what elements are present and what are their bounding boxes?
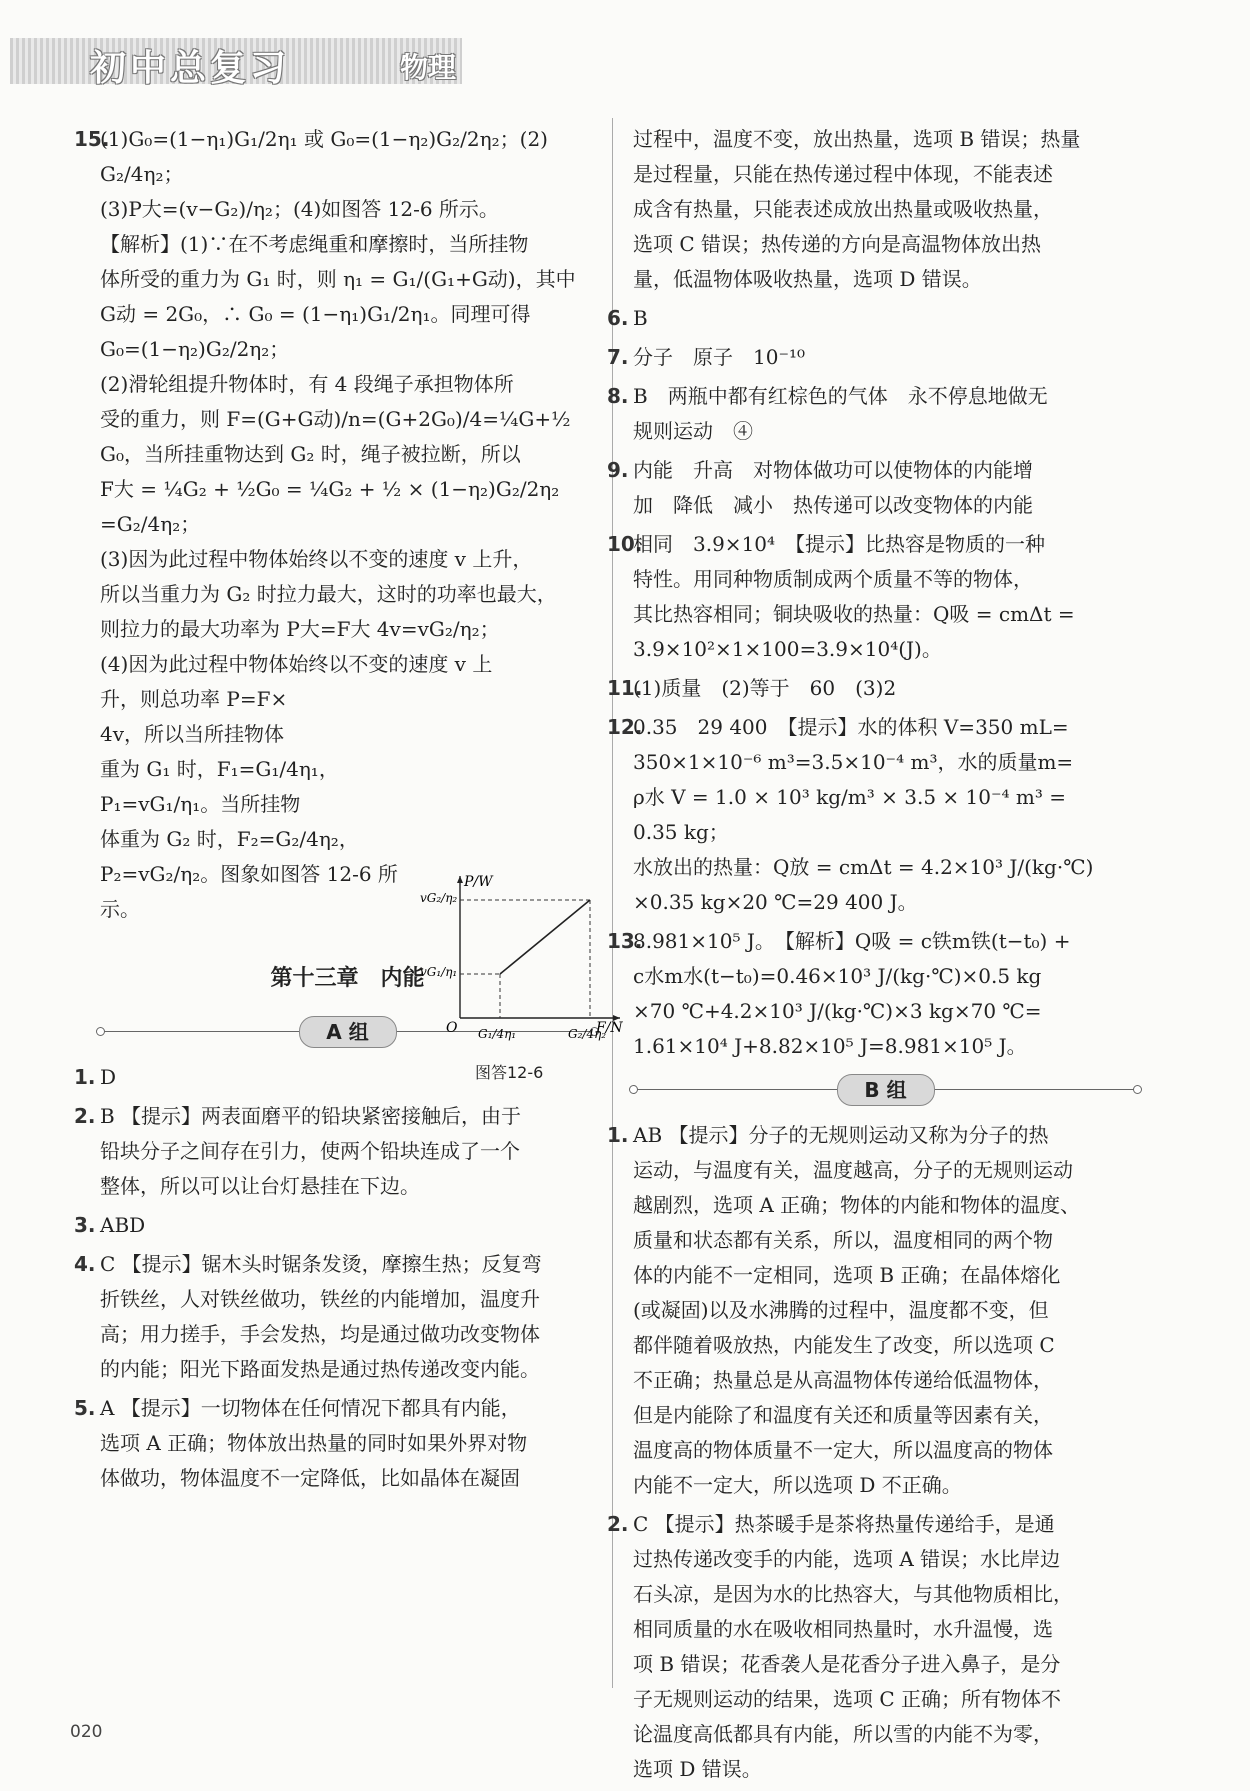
answer-line: [633, 994, 1138, 1029]
answer-text: (1)G₀=(1−η₁)G₁/2η₁ 或 G₀=(1−η₂)G₂/2η₂；(2) G₂/4η₂；: [100, 127, 548, 186]
answer-text: (或凝固)以及水沸腾的过程中，温度都不变，但: [633, 1298, 1049, 1322]
answer-line: [633, 262, 1138, 297]
answer-line: [100, 1169, 595, 1204]
answer-line: [633, 1647, 1138, 1682]
answer-text: C 【提示】热茶暖手是茶将热量传递给手，是通: [633, 1512, 1055, 1536]
answer-text: G₀=(1−η₂)G₂/2η₂；: [100, 337, 290, 361]
answer-line: [100, 1461, 595, 1496]
answer-item: [74, 1247, 595, 1387]
page-number: 020: [70, 1722, 103, 1742]
answer-line: [633, 1682, 1138, 1717]
answer-line: [100, 717, 420, 752]
question-number: 10.: [607, 532, 643, 556]
answer-item: [607, 710, 1138, 920]
answer-text: 内能不一定大，所以选项 D 不正确。: [633, 1473, 962, 1497]
answer-text: 重为 G₁ 时，F₁=G₁/4η₁，: [100, 757, 339, 781]
answer-line: [633, 414, 1138, 449]
answer-text: G动 = 2G₀，∴ G₀ = (1−η₁)G₁/2η₁。同理可得: [100, 302, 531, 326]
answer-line: [100, 612, 595, 647]
answer-text: 特性。用同种物质制成两个质量不等的物体，: [633, 567, 1033, 591]
question-number: 4.: [74, 1252, 96, 1276]
answer-text: c水m水(t−t₀)=0.46×10³ J/(kg·℃)×0.5 kg: [633, 964, 1042, 988]
answer-line: [633, 1293, 1138, 1328]
answer-text: D: [100, 1065, 117, 1089]
figure-caption: 图答12-6: [475, 1063, 544, 1082]
answer-text: (3)P大=(v−G₂)/η₂；(4)如图答 12-6 所示。: [100, 197, 499, 221]
answer-text: 其比热容相同；铜块吸收的热量：Q吸 = cmΔt =: [633, 602, 1075, 626]
answer-text: 0.35 kg；: [633, 820, 729, 844]
answer-line: [633, 1433, 1138, 1468]
answer-item: [607, 340, 1138, 375]
answer-text: 石头凉，是因为水的比热容大，与其他物质相比，: [633, 1582, 1073, 1606]
question-number: 1.: [607, 1123, 629, 1147]
answer-line: [607, 527, 1138, 562]
question-number: 8.: [607, 384, 629, 408]
answer-line: [100, 682, 420, 717]
answer-text: 成含有热量，只能表述成放出热量或吸收热量，: [633, 197, 1053, 221]
answer-text: 分子 原子 10⁻¹⁰: [633, 345, 806, 369]
answer-text: 体做功，物体温度不一定降低，比如晶体在凝固: [100, 1466, 520, 1490]
group-label: B 组: [837, 1074, 935, 1106]
answer-line: [633, 745, 1138, 780]
x-tick-f1: G₁/4η₁: [478, 1027, 517, 1041]
y-tick-p2: vG₂/η₂: [420, 891, 458, 905]
answer-text: 铅块分子之间存在引力，使两个铅块连成了一个: [100, 1139, 520, 1163]
answer-item: [607, 527, 1138, 667]
answer-text: (2)滑轮组提升物体时，有 4 段绳子承担物体所: [100, 372, 514, 396]
answer-text: 越剧烈，选项 A 正确；物体的内能和物体的温度、: [633, 1193, 1081, 1217]
left-column: [74, 122, 595, 1500]
origin-label: O: [446, 1020, 458, 1036]
answer-line: [100, 822, 420, 857]
question-number: 9.: [607, 458, 629, 482]
x-tick-f2: G₂/4η₂: [568, 1027, 607, 1041]
answer-line: [633, 1153, 1138, 1188]
answer-item: [74, 122, 595, 927]
answer-text: B 【提示】两表面磨平的铅块紧密接触后，由于: [100, 1104, 522, 1128]
answer-text: ×70 ℃+4.2×10³ J/(kg·℃)×3 kg×70 ℃=: [633, 999, 1042, 1023]
answer-text: 相同质量的水在吸收相同热量时，水升温慢，选: [633, 1617, 1053, 1641]
answer-text: ρ水 V = 1.0 × 10³ kg/m³ × 3.5 × 10⁻⁴ m³ =: [633, 785, 1067, 809]
answer-line: [607, 379, 1138, 414]
answer-text: 则拉力的最大功率为 P大=F大 4v=vG₂/η₂；: [100, 617, 500, 641]
answer-text: 论温度高低都具有内能，所以雪的内能不为零，: [633, 1722, 1053, 1746]
answer-line: [607, 453, 1138, 488]
answer-line: [633, 1542, 1138, 1577]
answer-text: 的内能；阳光下路面发热是通过热传递改变内能。: [100, 1357, 540, 1381]
answer-item: [607, 671, 1138, 706]
answer-line: [633, 1612, 1138, 1647]
answer-text: 温度高的物体质量不一定大，所以温度高的物体: [633, 1438, 1053, 1462]
answer-text: 1.61×10⁴ J+8.82×10⁵ J=8.981×10⁵ J。: [633, 1034, 1027, 1058]
answer-text: 所以当重力为 G₂ 时拉力最大，这时的功率也最大，: [100, 582, 557, 606]
answer-text: 水放出的热量：Q放 = cmΔt = 4.2×10³ J/(kg·℃): [633, 855, 1094, 879]
answer-line: [633, 815, 1138, 850]
answer-item: [607, 1118, 1138, 1503]
question-number: 1.: [74, 1065, 96, 1089]
answer-text: 规则运动 ④: [633, 419, 753, 443]
answer-line: [100, 857, 420, 927]
answer-text: 3.9×10²×1×100=3.9×10⁴(J)。: [633, 637, 942, 661]
answer-text: 整体，所以可以让台灯悬挂在下边。: [100, 1174, 420, 1198]
answer-text: B 两瓶中都有红棕色的气体 永不停息地做无: [633, 384, 1048, 408]
answer-item: [74, 1208, 595, 1243]
answer-line: [633, 1328, 1138, 1363]
answer-line: [100, 332, 595, 367]
answer-text: 量，低温物体吸收热量，选项 D 错误。: [633, 267, 982, 291]
answer-line: [633, 1752, 1138, 1787]
answer-line: [633, 1717, 1138, 1752]
answer-line: [100, 1352, 595, 1387]
answer-text: ×0.35 kg×20 ℃=29 400 J。: [633, 890, 918, 914]
answer-line: [633, 157, 1138, 192]
answer-line: [74, 1208, 595, 1243]
answer-text: 体的内能不一定相同，选项 B 正确；在晶体熔化: [633, 1263, 1061, 1287]
answer-line: [607, 710, 1138, 745]
answer-line: [100, 752, 420, 787]
answer-line: [633, 227, 1138, 262]
answer-text: F大 = ¼G₂ + ½G₀ = ¼G₂ + ½ × (1−η₂)G₂/2η₂: [100, 477, 560, 501]
answer-line: [633, 780, 1138, 815]
answer-line: [633, 1188, 1138, 1223]
answer-text: (4)因为此过程中物体始终以不变的速度 v 上: [100, 652, 493, 676]
answer-item: [74, 1391, 595, 1496]
answer-line: [633, 562, 1138, 597]
answer-line: [633, 885, 1138, 920]
answer-text: B: [633, 306, 648, 330]
question-number: 2.: [607, 1512, 629, 1536]
power-line: [500, 900, 590, 974]
answer-line: [633, 122, 1138, 157]
question-number: 5.: [74, 1396, 96, 1420]
answer-text: 高；用力搓手，手会发热，均是通过做功改变物体: [100, 1322, 540, 1346]
answer-line: [607, 671, 1138, 706]
answer-text: 都伴随着吸放热，内能发生了改变，所以选项 C: [633, 1333, 1055, 1357]
answer-line: [74, 1099, 595, 1134]
answer-line: [633, 959, 1138, 994]
answer-line: [100, 1426, 595, 1461]
answer-line: [100, 402, 595, 437]
answer-item: [607, 301, 1138, 336]
question-number: 15.: [74, 127, 110, 151]
answer-line: [607, 1118, 1138, 1153]
answer-line: [633, 597, 1138, 632]
answer-text: 【解析】(1)∵在不考虑绳重和摩擦时，当所挂物: [100, 232, 529, 256]
answer-line: [100, 1317, 595, 1352]
header-banner: [10, 38, 462, 89]
answer-line: [633, 1468, 1138, 1503]
answer-text: 4v，所以当所挂物体: [100, 722, 285, 746]
question-number: 6.: [607, 306, 629, 330]
answer-text: (1)质量 (2)等于 60 (3)2: [633, 676, 897, 700]
answer-line: [100, 787, 420, 822]
answer-text: 项 B 错误；花香袭人是花香分子进入鼻子，是分: [633, 1652, 1061, 1676]
answer-line: [74, 122, 595, 192]
answer-line: [100, 297, 595, 332]
answer-line: [100, 367, 595, 402]
answer-text: 是过程量，只能在热传递过程中体现，不能表述: [633, 162, 1053, 186]
answer-text: 选项 C 错误；热传递的方向是高温物体放出热: [633, 232, 1042, 256]
answer-text: 选项 A 正确；物体放出热量的同时如果外界对物: [100, 1431, 528, 1455]
answer-text: 升，则总功率 P=F×: [100, 687, 288, 711]
answer-line: [633, 1258, 1138, 1293]
answer-line: [633, 1223, 1138, 1258]
answer-line: [607, 340, 1138, 375]
answer-line: [100, 1282, 595, 1317]
answer-line: [100, 192, 595, 227]
answer-line: [633, 1029, 1138, 1064]
answer-line: [633, 1363, 1138, 1398]
answer-line: [633, 1577, 1138, 1612]
question-number: 12.: [607, 715, 643, 739]
answer-text: 8.981×10⁵ J。 【解析】Q吸 = c铁m铁(t−t₀) +: [633, 929, 1071, 953]
question-number: 13.: [607, 929, 643, 953]
answer-text: =G₂/4η₂；: [100, 512, 201, 536]
answer-text: A 【提示】一切物体在任何情况下都具有内能，: [100, 1396, 521, 1420]
chapter-title: 第十三章 内能: [270, 966, 425, 991]
subject-label: 物理: [400, 51, 457, 84]
answer-text: C 【提示】锯木头时锯条发烫，摩擦生热；反复弯: [100, 1252, 542, 1276]
answer-line: [633, 1398, 1138, 1433]
y-tick-p1: vG₁/η₁: [420, 965, 458, 979]
answer-line: [74, 1391, 595, 1426]
answer-line: [633, 488, 1138, 523]
answer-text: 过热传递改变手的内能，选项 A 错误；水比岸边: [633, 1547, 1061, 1571]
y-axis-label: P/W: [464, 874, 493, 890]
answer-text: AB 【提示】分子的无规则运动又称为分子的热: [633, 1123, 1049, 1147]
question-number: 3.: [74, 1213, 96, 1237]
answer-text: ABD: [100, 1213, 146, 1237]
answer-line: [100, 227, 595, 262]
answer-item: [607, 1507, 1138, 1787]
answer-text: 体重为 G₂ 时，F₂=G₂/4η₂，: [100, 827, 359, 851]
answer-item: [74, 1099, 595, 1204]
group-heading: [633, 1068, 1138, 1112]
answer-line: [100, 437, 595, 472]
answer-line: [100, 647, 595, 682]
answer-text: 折铁丝，人对铁丝做功，铁丝的内能增加，温度升: [100, 1287, 540, 1311]
question-number: 11.: [607, 676, 643, 700]
answer-text: 内能 升高 对物体做功可以使物体的内能增: [633, 458, 1033, 482]
answer-line: [100, 1134, 595, 1169]
answer-text: 加 降低 减小 热传递可以改变物体的内能: [633, 493, 1033, 517]
answer-line: [100, 542, 595, 577]
answer-line: [74, 1247, 595, 1282]
answer-text: 但是内能除了和温度有关还和质量等因素有关，: [633, 1403, 1053, 1427]
answer-text: 相同 3.9×10⁴ 【提示】比热容是物质的一种: [633, 532, 1046, 556]
book-title: 初中总复习: [90, 48, 291, 89]
answer-line: [607, 1507, 1138, 1542]
power-force-graph: [420, 868, 630, 1058]
answer-line: [100, 507, 595, 542]
x-axis-label: F/N: [596, 1020, 623, 1036]
answer-text: P₁=vG₁/η₁。当所挂物: [100, 792, 301, 816]
group-label: A 组: [299, 1016, 397, 1048]
answer-line: [100, 472, 595, 507]
answer-line: [100, 262, 595, 297]
answer-text: 350×1×10⁻⁶ m³=3.5×10⁻⁴ m³，水的质量m=: [633, 750, 1074, 774]
answer-text: 运动，与温度有关，温度越高，分子的无规则运动: [633, 1158, 1073, 1182]
answer-text: 0.35 29 400 【提示】水的体积 V=350 mL=: [633, 715, 1069, 739]
answer-item: [607, 453, 1138, 523]
answer-text: G₀，当所挂重物达到 G₂ 时，绳子被拉断，所以: [100, 442, 521, 466]
answer-line: [607, 301, 1138, 336]
answer-line: [607, 924, 1138, 959]
answer-text: (3)因为此过程中物体始终以不变的速度 v 上升，: [100, 547, 533, 571]
answer-line: [633, 632, 1138, 667]
answer-item: [633, 122, 1138, 297]
answer-text: 质量和状态都有关系，所以，温度相同的两个物: [633, 1228, 1053, 1252]
answer-text: 子无规则运动的结果，选项 C 正确；所有物体不: [633, 1687, 1062, 1711]
answer-line: [633, 192, 1138, 227]
answer-line: [633, 850, 1138, 885]
answer-text: 不正确；热量总是从高温物体传递给低温物体，: [633, 1368, 1053, 1392]
answer-item: [607, 379, 1138, 449]
answer-line: [100, 577, 595, 612]
answer-text: 过程中，温度不变，放出热量，选项 B 错误；热量: [633, 127, 1081, 151]
question-number: 2.: [74, 1104, 96, 1128]
answer-text: 受的重力，则 F=(G+G动)/n=(G+2G₀)/4=¼G+½: [100, 407, 571, 431]
answer-text: 选项 D 错误。: [633, 1757, 762, 1781]
question-number: 7.: [607, 345, 629, 369]
figure-12-6: [420, 868, 630, 1086]
answer-text: 体所受的重力为 G₁ 时，则 η₁ = G₁/(G₁+G动)，其中: [100, 267, 576, 291]
answer-text: P₂=vG₂/η₂。图象如图答 12-6 所示。: [100, 862, 398, 921]
